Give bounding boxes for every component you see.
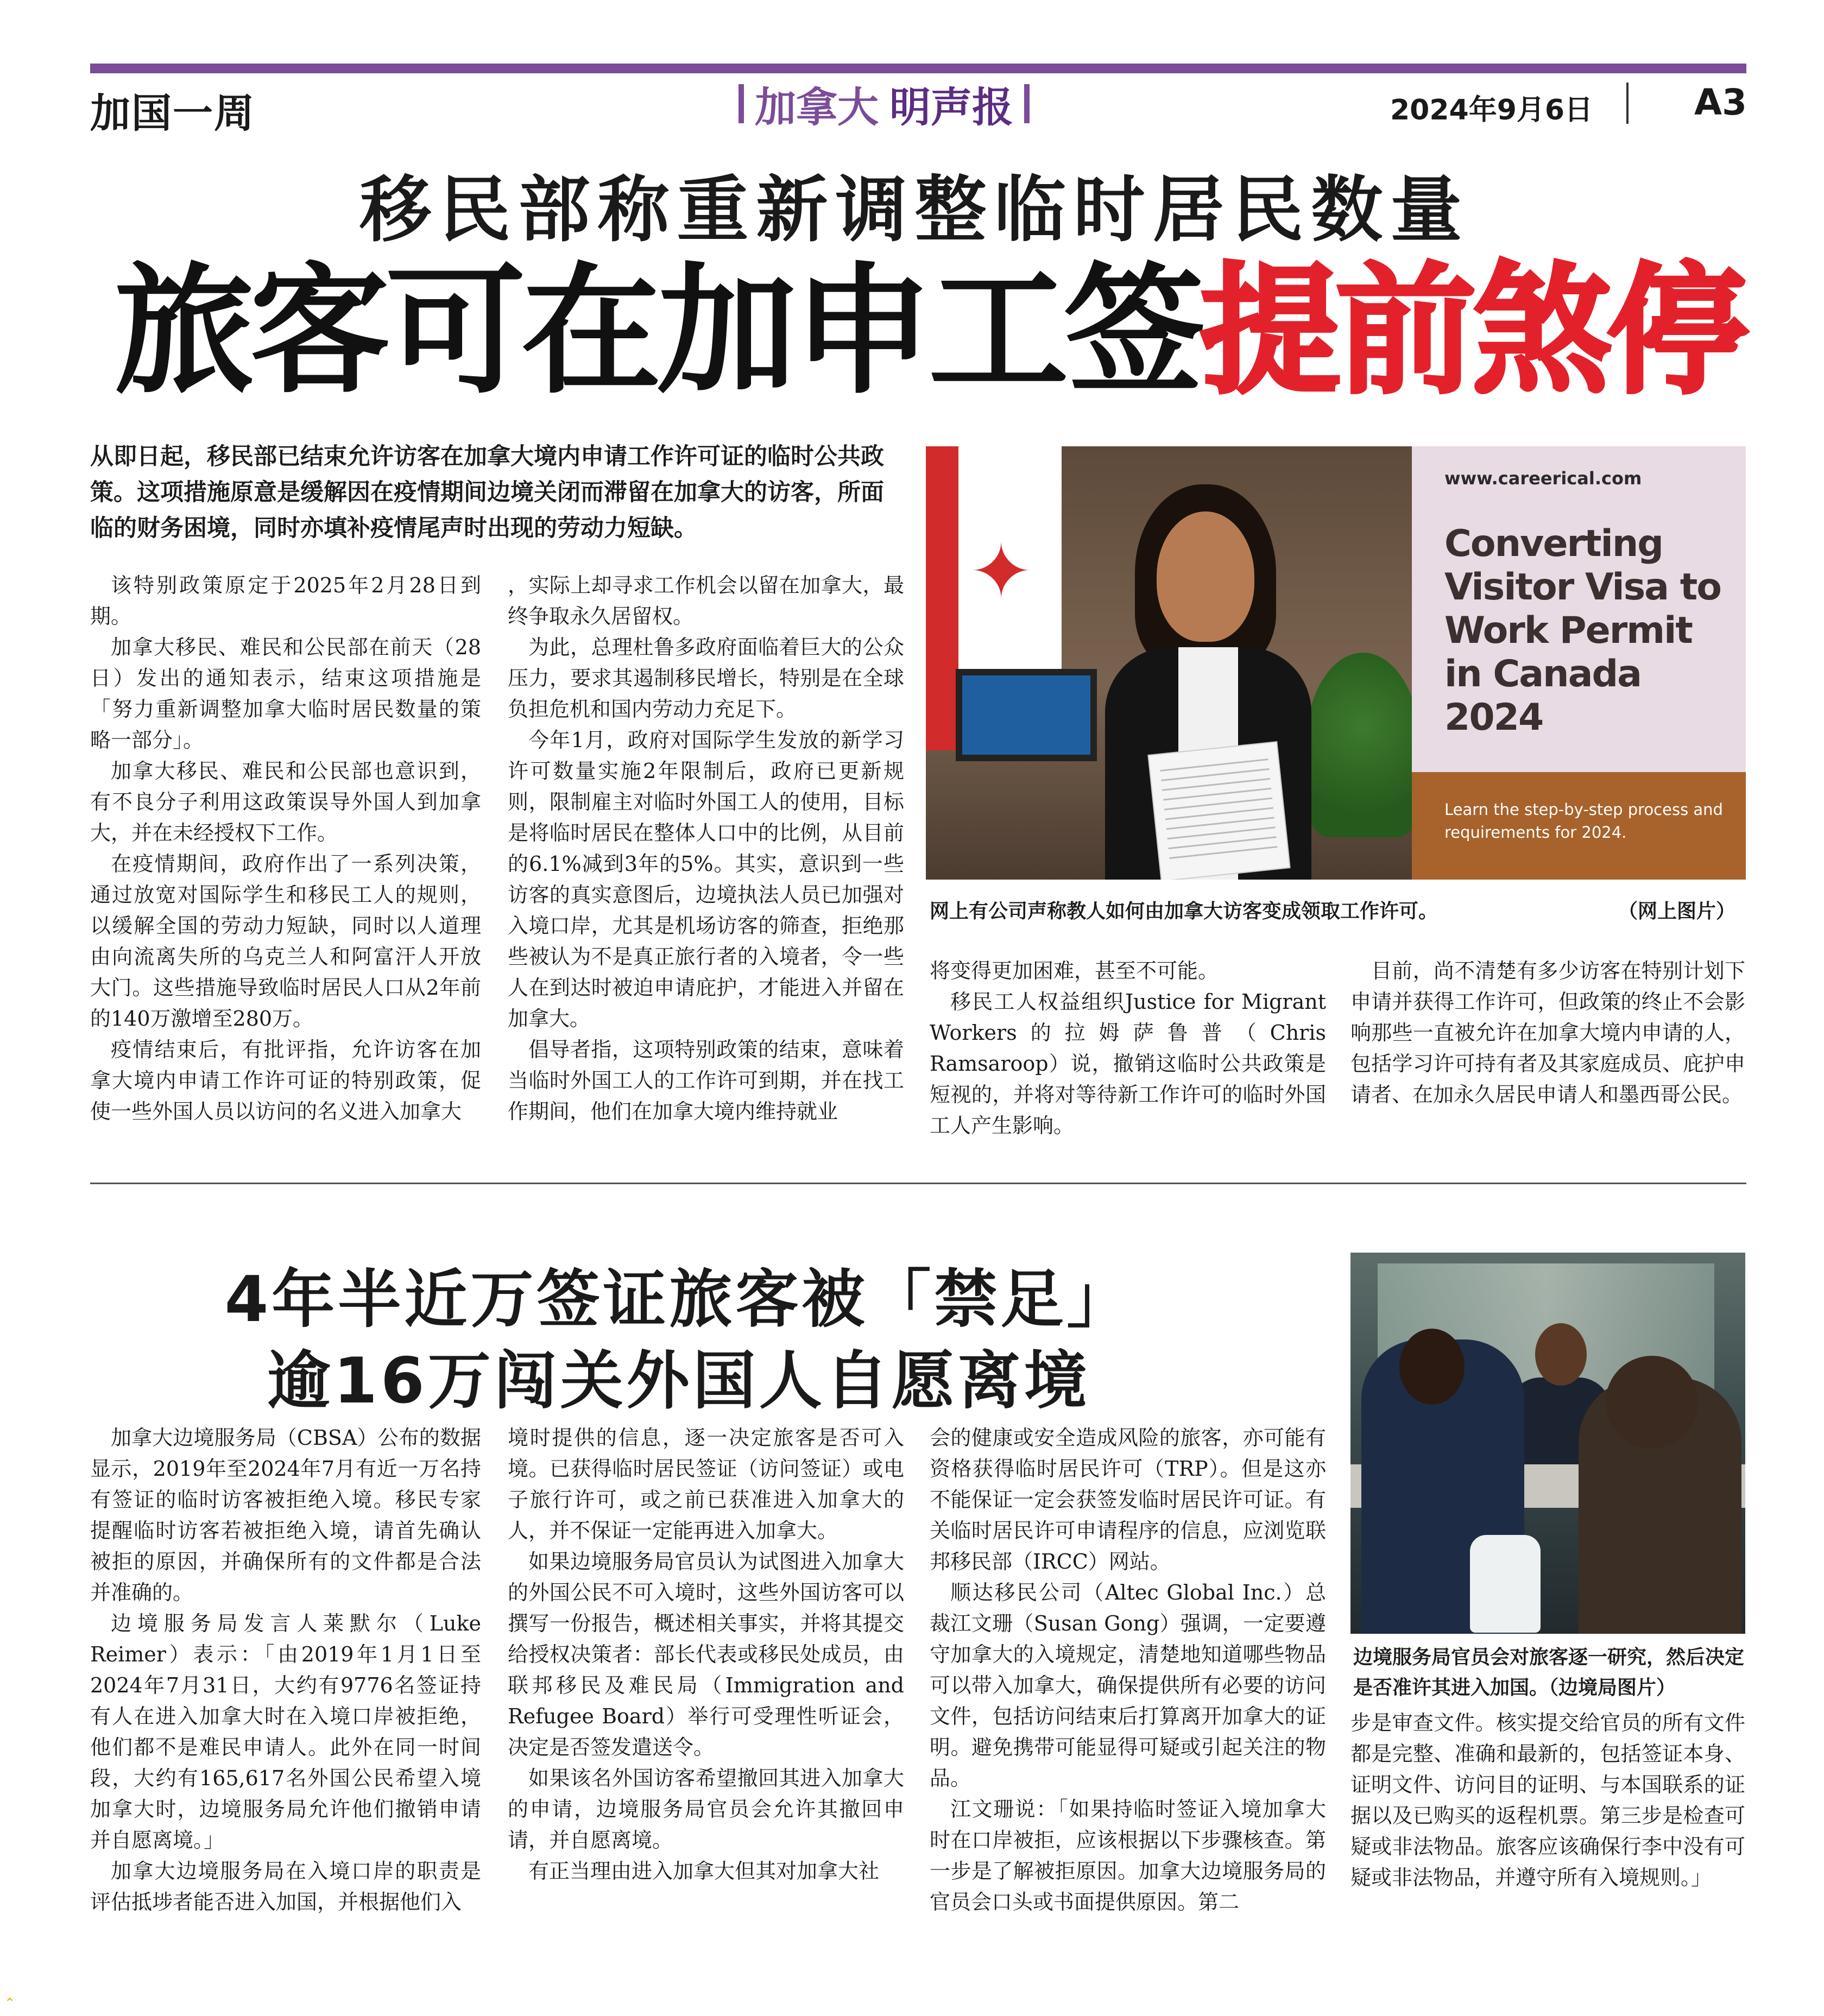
story2-column-4 [1350,1708,1745,1893]
office-plant [1306,653,1420,837]
brand-divider-right [1024,84,1030,123]
story1-photo-credit: （网上图片） [1618,900,1736,922]
paragraph: 江文珊说：「如果持临时签证入境加拿大时在口岸被拒，应该根据以下步骤核查。第一步是了解被拒原因。加拿大边境服务局的官员会口头或书面提供原因。第二 [930,1797,1326,1914]
ad-url: www.careerical.com [1444,468,1642,489]
story1-column-4 [1350,956,1745,1110]
paragraph: 在疫情期间，政府作出了一系列决策，通过放宽对国际学生和移民工人的规则，以缓解全国的劳动力短缺，同时以人道理由向流离失所的乌克兰人和阿富汗人开放大门。这些措施导致临时居民人口从2年前的140万激增至280万。 [90,852,481,1031]
paragraph: 边境服务局发言人莱默尔（Luke Reimer）表示：「由2019年1月1日至2024年7月31日，大约有9776名签证持有人在进入加拿大时在入境口岸被拒绝，他们都不是难民申请人。此外在同一时间段，大约有165,617名外国公民希望入境加拿大时，边境服务局允许他们撤销申请并自愿离境。」 [90,1611,481,1852]
story2-column-2 [508,1423,904,1887]
paragraph: 境时提供的信息，逐一决定旅客是否可入境。已获得临时居民签证（访问签证）或电子旅行许可，或之前已获准进入加拿大的人，并不保证一定能再进入加拿大。 [508,1426,904,1543]
shopping-bag [1470,1535,1541,1633]
story1-headline-red: 提前煞停 [1200,250,1743,413]
story1-subhead: 移民部称重新调整临时居民数量 [359,168,1470,252]
paragraph: 今年1月，政府对国际学生发放的新学习许可数量实施2年限制后，政府已更新规则，限制雇主对临时外国工人的使用，目标是将临时居民在整体人口中的比例，从目前的6.1%减到3年的5%。其实，意识到一些访客的真实意图后，边境执法人员已加强对入境口岸，尤其是机场访客的筛查，拒绝那些被认为不是真正旅行者的入境者，令一些人在到达时被迫申请庇护，才能进入并留在加拿大。 [508,728,904,1031]
ad-band-text: Learn the step-by-step process and requirements for 2024. [1444,800,1723,842]
brand-prefix: 加拿大 [755,83,879,131]
story1-headline [114,250,1743,413]
story2-column-3 [930,1423,1326,1918]
paragraph: 加拿大边境服务局在入境口岸的职责是评估抵埗者能否进入加国，并根据他们入 [90,1859,481,1914]
story2-headline-line1: 4年半近万签证旅客被「禁足」 [224,1263,1133,1336]
story1-photo-caption: 网上有公司声称教人如何由加拿大访客变成领取工作许可。 [930,900,1438,922]
computer-monitor [956,669,1097,761]
story1-column-1 [90,570,481,1127]
paragraph: 步是审查文件。核实提交给官员的所有文件都是完整、准确和最新的，包括签证本身、证明文件、访问目的证明、与本国联系的证据以及已购买的返程机票。第三步是检查可疑或非法物品。旅客应该确保行李中没有可疑或非法物品，并遵守所有入境规则。」 [1350,1711,1745,1889]
paragraph: 会的健康或安全造成风险的旅客，亦可能有资格获得临时居民许可（TRP）。但是这亦不能保证一定会获签发临时居民许可证。有关临时居民许可申请程序的信息，应浏览联邦移民部（IRCC）网站。 [930,1426,1326,1573]
story1-headline-black: 旅客可在加申工签 [114,250,1200,413]
application-form [1147,741,1290,880]
story1-column-2 [508,570,904,1127]
border-officer-photo [1350,1253,1745,1634]
visa-article-photo [926,446,1746,880]
ad-band [1412,772,1746,880]
story1-column-3 [930,956,1326,1141]
paragraph: 该特别政策原定于2025年2月28日到期。 [90,573,481,628]
maple-leaf-icon: ✦ [969,528,1033,616]
paragraph: 加拿大移民、难民和公民部在前天（28日）发出的通知表示，结束这项措施是「努力重新调整加拿大临时居民数量的策略一部分」。 [90,635,481,752]
page-number: A3 [1694,81,1747,123]
paragraph: 为此，总理杜鲁多政府面临着巨大的公众压力，要求其遏制移民增长，特别是在全球负担危机和国内劳动力充足下。 [508,635,904,721]
section-title: 加国一周 [90,90,255,137]
masthead-brand [739,79,1030,131]
paragraph: ，实际上却寻求工作机会以留在加拿大，最终争取永久居留权。 [508,573,904,628]
paragraph: 移民工人权益组织Justice for Migrant Workers的拉姆萨鲁普（Chris Ramsaroop）说，撤销这临时公共政策是短视的，并将对等待新工作许可的临时外国工人产生影响。 [930,990,1326,1137]
paragraph: 将变得更加困难，甚至不可能。 [930,959,1219,983]
section-divider [90,1183,1746,1184]
paragraph: 如果该名外国访客希望撤回其进入加拿大的申请，边境服务局官员会允许其撤回申请，并自愿离境。 [508,1766,904,1852]
paragraph: 顺达移民公司（Altec Global Inc.）总裁江文珊（Susan Gong）强调，一定要遵守加拿大的入境规定，清楚地知道哪些物品可以带入加拿大，确保提供所有必要的访问文件，包括访问结束后打算离开加拿大的证明。避免携带可能显得可疑或引起关注的物品。 [930,1581,1326,1790]
photo-ad-panel [1412,446,1746,880]
ad-title: Converting Visitor Visa to Work Permit in Canada 2024 [1444,522,1721,739]
header-divider [1626,83,1629,124]
story2-photo-caption: 边境服务局官员会对旅客逐一研究，然后决定是否准许其进入加国。（边境局图片） [1353,1646,1745,1699]
corner-mark-icon: ⌃ [4,1995,16,2011]
paragraph: 目前，尚不清楚有多少访客在特别计划下申请并获得工作许可，但政策的终止不会影响那些一直被允许在加拿大境内申请的人，包括学习许可持有者及其家庭成员、庇护申请者、在加永久居民申请人和墨西哥公民。 [1350,959,1745,1107]
issue-date: 2024年9月6日 [1390,94,1593,127]
paragraph: 有正当理由进入加拿大但其对加拿大社 [528,1859,880,1883]
story2-headline-line2: 逾16万闯关外国人自愿离境 [267,1344,1090,1418]
header-rule [90,64,1746,73]
paragraph: 加拿大边境服务局（CBSA）公布的数据显示，2019年至2024年7月有近一万名持有签证的临时访客被拒绝入境。移民专家提醒临时访客若被拒绝入境，请首先确认被拒的原因，并确保所有的文件都是合法并准确的。 [90,1426,481,1604]
brand-divider-left [739,84,744,123]
story2-column-1 [90,1423,481,1918]
paragraph: 倡导者指，这项特别政策的结束，意味着当临时外国工人的工作许可到期，并在找工作期间，他们在加拿大境内维持就业 [508,1038,904,1123]
story1-lede: 从即日起，移民部已结束允许访客在加拿大境内申请工作许可证的临时公共政策。这项措施原意是缓解因在疫情期间边境关闭而滞留在加拿大的访客，所面临的财务困境，同时亦填补疫情尾声时出现的劳动力短缺。 [90,443,884,542]
brand-name: 明声报 [889,83,1013,131]
paragraph: 如果边境服务局官员认为试图进入加拿大的外国公民不可入境时，这些外国访客可以撰写一份报告，概述相关事实，并将其提交给授权决策者：部长代表或移民处成员，由联邦移民及难民局（Immigration and Refugee Board）举行可受理性听证会，决定是否签发遣送令。 [508,1550,904,1759]
paragraph: 疫情结束后，有批评指，允许访客在加拿大境内申请工作许可证的特别政策，促使一些外国人员以访问的名义进入加拿大 [90,1038,481,1123]
paragraph: 加拿大移民、难民和公民部也意识到，有不良分子利用这政策误导外国人到加拿大，并在未经授权下工作。 [90,759,481,845]
photo-scene [926,446,1412,880]
